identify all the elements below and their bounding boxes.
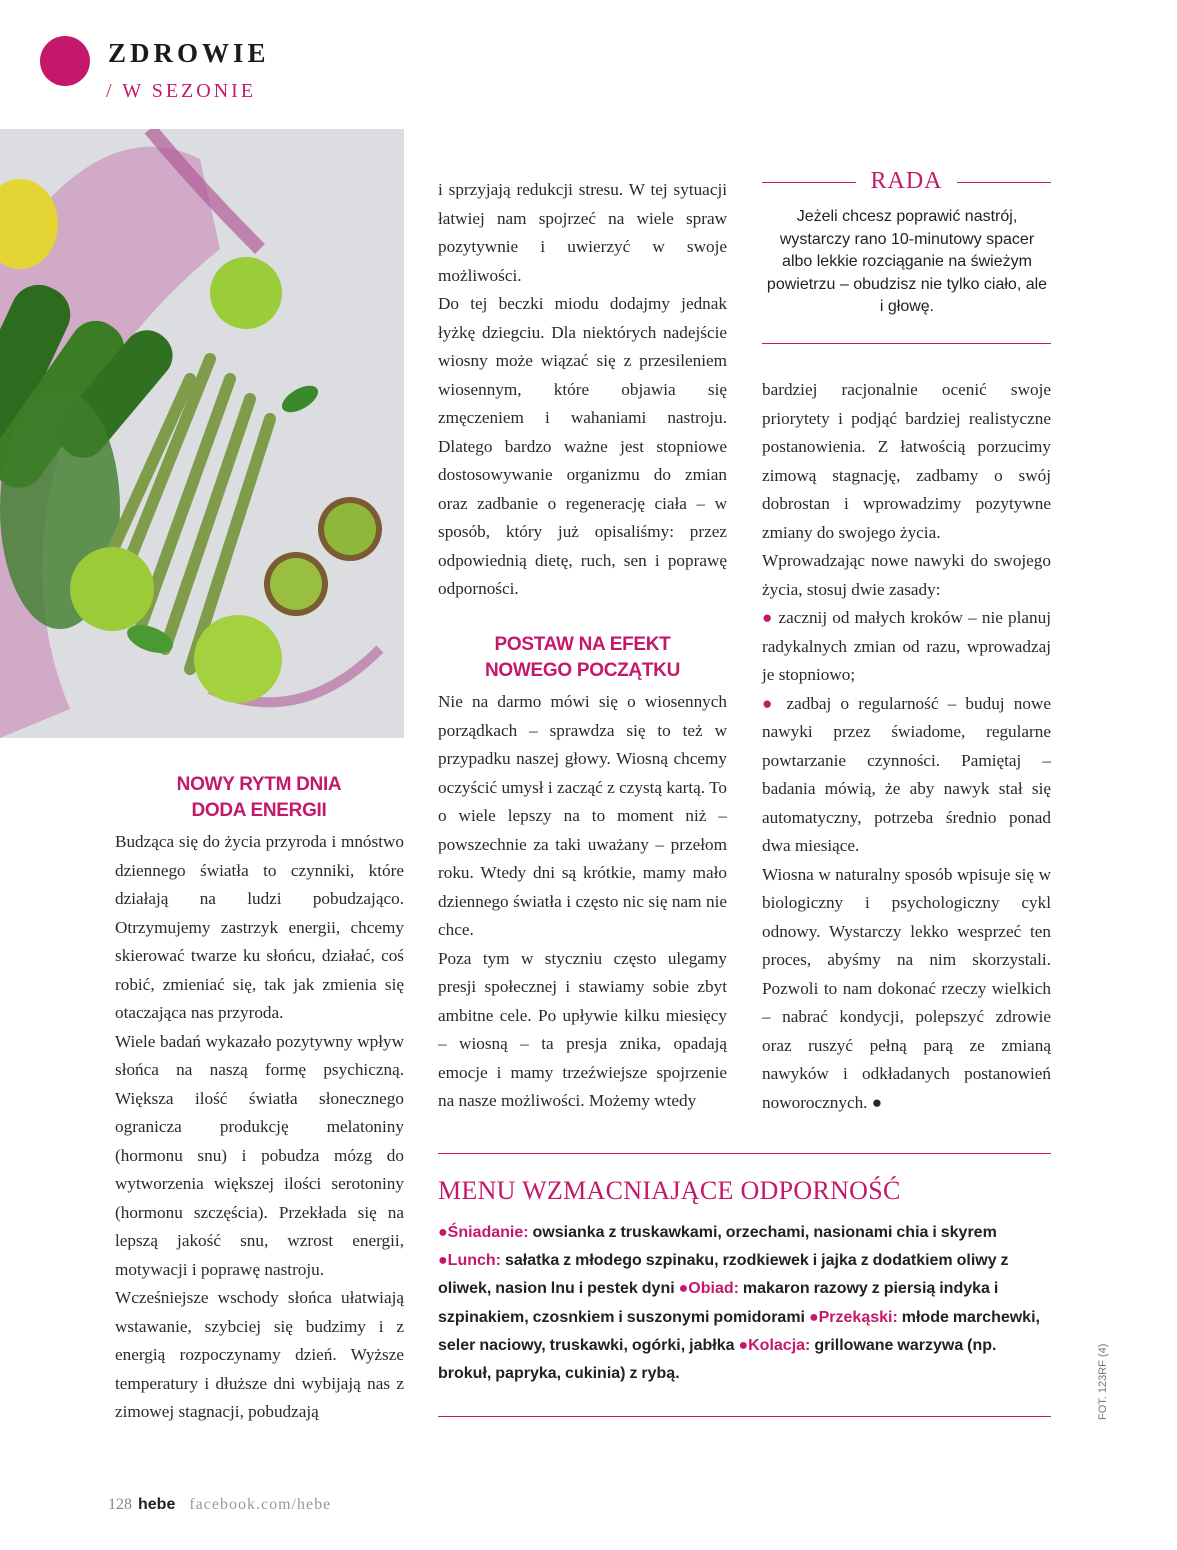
section-title: ZDROWIE [108,38,270,68]
column-3 [762,376,1051,1117]
section-dot [40,36,90,86]
paragraph: Wiele badań wykazało pozytywny wpływ słońca na naszą formę psychiczną. Większa ilość światła słonecznego ogranicza produkcję melatoniny (hormonu snu) i pobudza mózg do wytworzenia większej ilości serotoniny (hormonu szczęścia). Przekłada się na lepszą jakość snu, wzrost energii, motywacji i poprawę nastroju. [115,1031,404,1279]
paragraph: Poza tym w styczniu często ulegamy presji społecznej i stawiamy sobie zbyt ambitne cele. Po upływie kilku miesięcy – wiosną – ta presja znika, opadają emocje i mamy trzeźwiejsze spojrzenie na nasze możliwości. Możemy wtedy [438,948,727,1110]
paragraph: i sprzyjają redukcji stresu. W tej sytuacji łatwiej nam spojrzeć na wiele spraw pozytywnie i uwierzyć w swoje możliwości. [438,180,727,285]
menu-label-dinner: Obiad: [688,1280,739,1298]
page-number: 128 [108,1496,132,1513]
advice-title: RADA [762,168,1051,195]
menu-label-supper: Kolacja: [748,1336,811,1354]
paragraph: Wprowadzając nowe nawyki do swojego życia, stosuj dwie zasady: [762,551,1051,599]
bullet-icon: ● [808,1308,819,1326]
column-1 [115,828,404,1427]
heading-new-rhythm: NOWY RYTM DNIA DODA ENERGII [176,774,342,821]
paragraph: Do tej beczki miodu dodajmy jednak łyżkę dziegciu. Dla niektórych nadejście wiosny może wiązać się z przesileniem wiosennym, które objawia się zmęczeniem i wahaniami nastroju. Dlatego bardzo ważne jest stopniowe dostosowywanie organizmu do zmian oraz zadbanie o regenerację ciała – w sposób, który już opisaliśmy: przez odpowiednią dietę, ruch, sen i poprawę odporności. [438,294,727,598]
section-subtitle: / W SEZONIE [106,80,257,102]
menu-text-supper: grillowane warzywa (np. brokuł, papryka, cukinia) z rybą. [438,1336,997,1383]
menu-text-lunch: sałatka z młodego szpinaku, rzodkiewek i jajka z dodatkiem oliwy z oliwek, nasion lnu i pestek dyni [438,1252,1009,1298]
list-item: ● zadbaj o regularność – buduj nowe nawyki przez świadome, regularne powtarzanie czynności. Pamiętaj – badania mówią, że aby nawyk stał się automatyczny, potrzeba średnio ponad dwa miesiące. [762,693,1051,855]
brand-logo: hebe [138,1496,176,1513]
paragraph: bardziej racjonalnie ocenić swoje priorytety i podjąć bardziej realistyczne postanowienia. Z łatwością porzucimy zimową stagnację, zadbamy o swój dobrostan i wprowadzimy pozytywne zmiany do swojego życia. [762,380,1051,542]
advice-bottom-rule [762,343,1051,344]
paragraph: Budząca się do życia przyroda i mnóstwo dziennego światła to czynniki, które działają na ludzi pobudzająco. Otrzymujemy zastrzyk energii, chcemy skierować twarze ku słońcu, działać, coś robić, zmieniać się, tak jak zmienia się otaczająca nas przyroda. [115,832,404,1022]
bullet-icon: ● [678,1280,689,1298]
menu-label-snacks: Przekąski: [818,1308,898,1326]
column-2 [438,176,727,604]
menu-text-breakfast: owsianka z truskawkami, orzechami, nasionami chia i skyrem [532,1224,997,1241]
vegetables-photo [0,129,404,738]
social-link[interactable]: facebook.com/hebe [189,1496,332,1513]
end-mark-icon: ● [871,1092,883,1112]
bullet-icon: ● [438,1224,448,1241]
advice-text: Jeżeli chcesz poprawić nastrój, wystarczy rano 10-minutowy spacer albo lekkie rozciąganie na świeżym powietrzu – obudzisz nie tylko ciało, ale i głowę. [766,208,1048,316]
menu-text-dinner: makaron razowy z piersią indyka i szpinakiem, czosnkiem i suszonymi pomidorami [438,1280,999,1326]
paragraph: Wiosna w naturalny sposób wpisuje się w biologiczny i psychologiczny cykl odnowy. Wystarczy lekko wesprzeć ten proces, abyśmy na nim skorzystali. Pozwoli to nam dokonać rzeczy wielkich – nabrać kondycji, polepszyć zdrowie oraz ruszyć pełną parą ze zmianą nawyków i odkładanych postanowień noworocznych. ● [762,864,1051,1112]
menu-label-lunch: Lunch: [447,1252,501,1270]
column-2b [438,688,727,1116]
paragraph: Wcześniejsze wschody słońca ułatwiają wstawanie, szybciej się budzimy i z energią rozpoczynamy dzień. Wyższe temperatury i dłuższe dni wybijają nas z zimowej stagnacji, pobudzają [115,1288,404,1421]
menu-title: MENU WZMACNIAJĄCE ODPORNOŚĆ [438,1176,901,1205]
bullet-icon: ● [762,608,779,627]
photo-credit: FOT. 123RF (4) [1097,1343,1109,1420]
menu-list [438,1219,1050,1388]
bullet-icon: ● [738,1336,749,1354]
menu-top-rule [438,1153,1051,1154]
menu-bottom-rule [438,1416,1051,1417]
bullet-icon: ● [762,693,787,713]
menu-label-breakfast: Śniadanie: [447,1224,529,1241]
paragraph: Nie na darmo mówi się o wiosennych porządkach – sprawdza się to też w przypadku naszej głowy. Wiosną chcemy oczyścić umysł i zacząć z czystą kartą. To o wiele lepszy na to moment niż – powszechnie za taki uważany – przełom roku. Wtedy dni są krótkie, mamy mało dziennego światła i często nic się nam nie chce. [438,692,727,939]
bullet-icon: ● [438,1252,448,1270]
list-item: ● zacznij od małych kroków – nie planuj radykalnych zmian od razu, wprowadzaj je stopniowo; [762,608,1051,684]
menu-text-snacks: młode marchewki, seler naciowy, truskawki, ogórki, jabłka [438,1308,1040,1354]
page-footer [108,1496,331,1514]
heading-new-beginning: POSTAW NA EFEKT NOWEGO POCZĄTKU [485,634,680,681]
